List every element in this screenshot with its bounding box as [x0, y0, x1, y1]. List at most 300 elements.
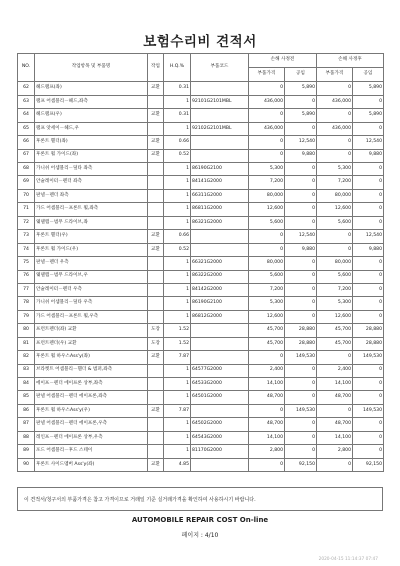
row-labor-before: 0 — [285, 270, 317, 283]
row-labor-after: 0 — [353, 203, 384, 216]
table-row — [18, 257, 384, 270]
table-row — [18, 136, 384, 149]
row-no: 90 — [18, 458, 35, 471]
row-part-price-after: 5,600 — [317, 270, 353, 283]
row-item-name: 웨델랩－범무 드라이브,우 — [35, 270, 148, 283]
row-part-code — [191, 149, 249, 162]
disclaimer-text: 이 견적서/청구서의 부품가격은 참고 가격이므로 거래일 기준 실거래가격을 확인하여 사용하시기 바랍니다. — [24, 496, 256, 503]
row-part-price-before: 45,700 — [249, 324, 285, 337]
row-hqty: 0.52 — [164, 243, 191, 256]
row-no: 71 — [18, 203, 35, 216]
table-row — [18, 176, 384, 189]
row-no: 77 — [18, 283, 35, 296]
row-item-name: 안슐레이터－펜더 좌측 — [35, 176, 148, 189]
row-labor-after: 0 — [353, 418, 384, 431]
row-no: 64 — [18, 109, 35, 122]
row-no: 74 — [18, 243, 35, 256]
row-no: 79 — [18, 310, 35, 323]
row-work-type — [148, 122, 164, 135]
row-part-price-before: 2,400 — [249, 364, 285, 377]
row-item-name: 후론트 휀더(좌) — [35, 136, 148, 149]
row-labor-before: 149,530 — [285, 351, 317, 364]
row-part-price-after: 0 — [317, 404, 353, 417]
row-no: 63 — [18, 95, 35, 108]
row-hqty: 1 — [164, 283, 191, 296]
row-labor-after: 149,530 — [353, 351, 384, 364]
header-work: 작업 — [148, 54, 164, 82]
row-labor-before: 92,150 — [285, 458, 317, 471]
row-item-name: 후론트 휠 하우스Ass'y(우) — [35, 404, 148, 417]
row-item-name: 판넬－펜더 우측 — [35, 257, 148, 270]
row-part-price-after: 5,300 — [317, 297, 353, 310]
row-work-type — [148, 283, 164, 296]
disclaimer-note — [17, 487, 383, 511]
row-hqty: 1 — [164, 270, 191, 283]
row-hqty: 0.66 — [164, 230, 191, 243]
row-part-price-before: 0 — [249, 230, 285, 243]
row-part-code — [191, 243, 249, 256]
row-part-code: 86190G2100 — [191, 297, 249, 310]
row-no: 76 — [18, 270, 35, 283]
row-hqty: 1 — [164, 203, 191, 216]
row-hqty: 7.87 — [164, 404, 191, 417]
row-part-price-after: 2,800 — [317, 445, 353, 458]
row-work-type: 교환 — [148, 351, 164, 364]
row-work-type: 교환 — [148, 404, 164, 417]
row-hqty: 1 — [164, 445, 191, 458]
row-labor-before: 0 — [285, 378, 317, 391]
row-hqty: 4.85 — [164, 458, 191, 471]
row-no: 70 — [18, 189, 35, 202]
table-row — [18, 391, 384, 404]
row-part-price-before: 0 — [249, 109, 285, 122]
row-item-name: 가드 어셈블리－프론트 휠,우측 — [35, 310, 148, 323]
row-labor-before: 0 — [285, 216, 317, 229]
header-labor-after: 공임 — [353, 68, 384, 82]
row-hqty: 1 — [164, 378, 191, 391]
row-hqty: 7.87 — [164, 351, 191, 364]
row-labor-after: 0 — [353, 257, 384, 270]
row-work-type — [148, 257, 164, 270]
row-item-name: 가니쉬 어셈블리－덮타 우측 — [35, 297, 148, 310]
header-part-code: 부품코드 — [191, 54, 249, 82]
row-hqty: 1 — [164, 391, 191, 404]
row-hqty: 1 — [164, 364, 191, 377]
table-row — [18, 122, 384, 135]
row-item-name: 에이프－펜더 에이프론 상부,좌측 — [35, 378, 148, 391]
row-labor-before: 12,540 — [285, 136, 317, 149]
row-work-type — [148, 310, 164, 323]
row-part-code: 64502G2000 — [191, 418, 249, 431]
footer-title: AUTOMOBILE REPAIR COST On-line — [131, 516, 269, 524]
row-hqty: 1 — [164, 431, 191, 444]
table-row — [18, 230, 384, 243]
table-row — [18, 203, 384, 216]
row-labor-after: 0 — [353, 216, 384, 229]
row-part-price-before: 80,000 — [249, 189, 285, 202]
row-labor-before: 0 — [285, 418, 317, 431]
row-part-price-before: 5,600 — [249, 270, 285, 283]
row-labor-after: 5,890 — [353, 109, 384, 122]
row-item-name: 후론트 휀더(우) — [35, 230, 148, 243]
row-work-type: 교환 — [148, 149, 164, 162]
row-work-type — [148, 445, 164, 458]
row-part-price-after: 80,000 — [317, 189, 353, 202]
table-row — [18, 458, 384, 471]
row-part-code — [191, 351, 249, 364]
row-no: 78 — [18, 297, 35, 310]
row-work-type — [148, 95, 164, 108]
header-after-adjustment: 손해 사정후 — [317, 54, 384, 68]
row-work-type: 교환 — [148, 136, 164, 149]
row-part-price-after: 80,000 — [317, 257, 353, 270]
row-part-price-before: 0 — [249, 351, 285, 364]
row-part-price-before: 2,800 — [249, 445, 285, 458]
row-item-name: 램프 앗세이－헤드,우 — [35, 122, 148, 135]
row-part-price-after: 14,100 — [317, 378, 353, 391]
row-item-name: 가드 어셈블리－프론트 휠,좌측 — [35, 203, 148, 216]
row-part-code: 86322G2000 — [191, 270, 249, 283]
row-labor-before: 0 — [285, 122, 317, 135]
row-labor-after: 12,540 — [353, 136, 384, 149]
row-part-price-after: 0 — [317, 136, 353, 149]
table-row — [18, 337, 384, 350]
row-part-code: 92101G2101MBL — [191, 95, 249, 108]
row-hqty: 1 — [164, 257, 191, 270]
row-part-price-after: 48,700 — [317, 418, 353, 431]
row-no: 62 — [18, 82, 35, 95]
table-row — [18, 324, 384, 337]
row-labor-after: 5,890 — [353, 82, 384, 95]
row-part-code: 81170G2000 — [191, 445, 249, 458]
row-part-price-after: 5,300 — [317, 163, 353, 176]
row-part-price-before: 5,600 — [249, 216, 285, 229]
table-row — [18, 364, 384, 377]
row-part-code: 84141G2000 — [191, 176, 249, 189]
row-part-price-before: 14,100 — [249, 431, 285, 444]
row-item-name: 판넬 어셈블리－펜더 에이프론,우측 — [35, 418, 148, 431]
row-hqty: 1 — [164, 122, 191, 135]
row-labor-before: 9,880 — [285, 243, 317, 256]
row-part-price-after: 7,200 — [317, 283, 353, 296]
table-row — [18, 95, 384, 108]
row-item-name: 프런트펜더(우) 교환 — [35, 337, 148, 350]
row-part-code — [191, 136, 249, 149]
row-item-name: 레인프－펜더 에이프론 상부,우측 — [35, 431, 148, 444]
row-labor-after: 0 — [353, 364, 384, 377]
row-part-price-before: 48,700 — [249, 391, 285, 404]
header-hqty: H.Q.% — [164, 54, 191, 82]
row-work-type — [148, 203, 164, 216]
row-labor-before: 0 — [285, 310, 317, 323]
table-row — [18, 189, 384, 202]
row-no: 72 — [18, 216, 35, 229]
row-part-price-before: 436,000 — [249, 95, 285, 108]
row-work-type: 교환 — [148, 109, 164, 122]
row-part-price-before: 7,200 — [249, 283, 285, 296]
row-labor-after: 0 — [353, 189, 384, 202]
table-row — [18, 445, 384, 458]
row-labor-after: 0 — [353, 378, 384, 391]
row-item-name: 후론트 휠 가이드(좌) — [35, 149, 148, 162]
row-hqty: 0.31 — [164, 82, 191, 95]
row-item-name: 판넬－펜더 좌측 — [35, 189, 148, 202]
row-work-type — [148, 378, 164, 391]
row-work-type: 교환 — [148, 458, 164, 471]
row-part-code: 84142G2000 — [191, 283, 249, 296]
row-no: 89 — [18, 445, 35, 458]
row-work-type: 도장 — [148, 324, 164, 337]
row-hqty: 1 — [164, 216, 191, 229]
row-labor-after: 0 — [353, 283, 384, 296]
row-item-name: 후론트 휠 하우스Ass'y(좌) — [35, 351, 148, 364]
row-work-type — [148, 270, 164, 283]
row-no: 86 — [18, 404, 35, 417]
table-row — [18, 418, 384, 431]
table-row — [18, 270, 384, 283]
row-labor-after: 0 — [353, 176, 384, 189]
row-part-price-after: 0 — [317, 351, 353, 364]
table-row — [18, 310, 384, 323]
document-title: 보험수리비 견적서 — [143, 34, 257, 50]
table-row — [18, 297, 384, 310]
row-labor-after: 0 — [353, 391, 384, 404]
row-labor-after: 0 — [353, 431, 384, 444]
row-part-price-after: 14,100 — [317, 431, 353, 444]
table-row — [18, 283, 384, 296]
row-labor-before: 149,530 — [285, 404, 317, 417]
row-labor-before: 0 — [285, 95, 317, 108]
row-hqty: 1 — [164, 189, 191, 202]
row-labor-after: 0 — [353, 310, 384, 323]
row-labor-before: 0 — [285, 297, 317, 310]
row-labor-before: 12,540 — [285, 230, 317, 243]
row-part-code — [191, 404, 249, 417]
row-part-code — [191, 109, 249, 122]
row-labor-after: 0 — [353, 95, 384, 108]
row-labor-after: 0 — [353, 122, 384, 135]
row-part-price-after: 12,600 — [317, 310, 353, 323]
table-row — [18, 82, 384, 95]
row-item-name: 안슐레이터－펜더 우측 — [35, 283, 148, 296]
table-row — [18, 163, 384, 176]
row-work-type — [148, 176, 164, 189]
row-hqty: 1 — [164, 163, 191, 176]
table-row — [18, 404, 384, 417]
row-part-code: 64533G2000 — [191, 378, 249, 391]
row-item-name: 헤드램프(좌) — [35, 82, 148, 95]
row-no: 87 — [18, 418, 35, 431]
row-no: 81 — [18, 337, 35, 350]
row-part-price-after: 2,400 — [317, 364, 353, 377]
row-part-price-after: 436,000 — [317, 95, 353, 108]
header-labor-before: 공임 — [285, 68, 317, 82]
row-hqty: 1 — [164, 418, 191, 431]
row-part-code: 66321G2000 — [191, 257, 249, 270]
table-row — [18, 431, 384, 444]
row-part-price-after: 7,200 — [317, 176, 353, 189]
row-part-code — [191, 324, 249, 337]
row-labor-after: 0 — [353, 297, 384, 310]
row-labor-before: 5,890 — [285, 109, 317, 122]
row-no: 65 — [18, 122, 35, 135]
row-labor-before: 0 — [285, 445, 317, 458]
row-hqty: 1 — [164, 310, 191, 323]
row-part-price-after: 436,000 — [317, 122, 353, 135]
row-part-price-after: 12,600 — [317, 203, 353, 216]
row-part-price-before: 436,000 — [249, 122, 285, 135]
row-no: 82 — [18, 351, 35, 364]
row-part-code — [191, 82, 249, 95]
header-item: 작업항목 및 부품명 — [35, 54, 148, 82]
row-part-price-before: 5,300 — [249, 163, 285, 176]
row-labor-after: 0 — [353, 445, 384, 458]
row-hqty: 1 — [164, 95, 191, 108]
row-part-price-after: 0 — [317, 109, 353, 122]
row-work-type: 교환 — [148, 82, 164, 95]
row-part-price-before: 7,200 — [249, 176, 285, 189]
row-part-price-before: 80,000 — [249, 257, 285, 270]
row-part-price-before: 5,300 — [249, 297, 285, 310]
row-labor-before: 9,880 — [285, 149, 317, 162]
row-labor-after: 149,530 — [353, 404, 384, 417]
row-part-price-after: 0 — [317, 458, 353, 471]
row-work-type: 교환 — [148, 230, 164, 243]
row-hqty: 1.52 — [164, 324, 191, 337]
row-no: 67 — [18, 149, 35, 162]
header-before-adjustment: 손해 사정전 — [249, 54, 317, 68]
row-part-price-after: 0 — [317, 243, 353, 256]
row-no: 83 — [18, 364, 35, 377]
print-timestamp: 2020-04-15 11:14:37 07:47 — [318, 557, 378, 562]
header-part-price-before: 부품가격 — [249, 68, 285, 82]
row-item-name: 판넬 어셈블리－펜더 에이프론,좌측 — [35, 391, 148, 404]
row-labor-before: 0 — [285, 189, 317, 202]
row-no: 80 — [18, 324, 35, 337]
row-part-code: 92102G2101MBL — [191, 122, 249, 135]
row-part-code: 86811G2000 — [191, 203, 249, 216]
row-part-price-before: 14,100 — [249, 378, 285, 391]
table-row — [18, 378, 384, 391]
row-no: 85 — [18, 391, 35, 404]
row-item-name: 웨델랩－범무 드라이브,좌 — [35, 216, 148, 229]
row-hqty: 0.31 — [164, 109, 191, 122]
row-part-code: 64501G2000 — [191, 391, 249, 404]
row-work-type: 도장 — [148, 337, 164, 350]
row-hqty: 1.52 — [164, 337, 191, 350]
row-item-name: 프런트펜더(좌) 교환 — [35, 324, 148, 337]
row-work-type — [148, 418, 164, 431]
row-part-price-before: 0 — [249, 82, 285, 95]
row-labor-after: 9,880 — [353, 243, 384, 256]
row-hqty: 0.66 — [164, 136, 191, 149]
row-part-price-after: 0 — [317, 230, 353, 243]
row-part-code: 86321G2000 — [191, 216, 249, 229]
row-hqty: 1 — [164, 297, 191, 310]
row-labor-before: 28,880 — [285, 337, 317, 350]
row-labor-before: 0 — [285, 163, 317, 176]
row-part-code — [191, 458, 249, 471]
row-part-price-after: 5,600 — [317, 216, 353, 229]
row-work-type — [148, 163, 164, 176]
row-no: 84 — [18, 378, 35, 391]
row-item-name: 후론트 사이드멤버 Ass'y(좌) — [35, 458, 148, 471]
row-no: 69 — [18, 176, 35, 189]
row-item-name: 램프 어셈블리－헤드,좌측 — [35, 95, 148, 108]
row-labor-after: 12,540 — [353, 230, 384, 243]
row-labor-after: 28,880 — [353, 324, 384, 337]
row-labor-before: 28,880 — [285, 324, 317, 337]
row-labor-after: 0 — [353, 163, 384, 176]
table-row — [18, 109, 384, 122]
row-item-name: 헤드램프(우) — [35, 109, 148, 122]
row-no: 75 — [18, 257, 35, 270]
row-part-price-after: 48,700 — [317, 391, 353, 404]
row-part-code — [191, 230, 249, 243]
row-hqty: 0.52 — [164, 149, 191, 162]
row-part-price-before: 0 — [249, 243, 285, 256]
row-labor-before: 0 — [285, 257, 317, 270]
row-item-name: 포드 어셈블리－후드 스테이 — [35, 445, 148, 458]
row-part-code: 86812G2000 — [191, 310, 249, 323]
row-part-code: 86190G2100 — [191, 163, 249, 176]
row-hqty: 1 — [164, 176, 191, 189]
row-labor-after: 92,150 — [353, 458, 384, 471]
row-part-price-before: 0 — [249, 149, 285, 162]
row-part-code — [191, 337, 249, 350]
row-work-type — [148, 391, 164, 404]
row-item-name: 가니쉬 어셈블리－덮타 좌측 — [35, 163, 148, 176]
row-part-price-before: 45,700 — [249, 337, 285, 350]
row-part-price-before: 48,700 — [249, 418, 285, 431]
row-work-type — [148, 189, 164, 202]
row-part-price-after: 45,700 — [317, 324, 353, 337]
row-labor-before: 5,890 — [285, 82, 317, 95]
row-part-price-after: 45,700 — [317, 337, 353, 350]
row-no: 73 — [18, 230, 35, 243]
row-no: 68 — [18, 163, 35, 176]
table-row — [18, 216, 384, 229]
row-labor-before: 0 — [285, 203, 317, 216]
row-labor-before: 0 — [285, 176, 317, 189]
table-row — [18, 243, 384, 256]
row-work-type: 교환 — [148, 243, 164, 256]
row-part-code: 66311G2000 — [191, 189, 249, 202]
row-labor-before: 0 — [285, 391, 317, 404]
row-part-price-before: 0 — [249, 458, 285, 471]
header-no: NO. — [18, 54, 35, 82]
row-item-name: 브라켓트 어셈블리－휀더 & 범퍼,좌측 — [35, 364, 148, 377]
row-item-name: 후론트 휠 가이드(우) — [35, 243, 148, 256]
page-indicator: 페이지 : 4/10 — [181, 532, 219, 539]
row-no: 66 — [18, 136, 35, 149]
row-work-type — [148, 364, 164, 377]
row-labor-after: 0 — [353, 270, 384, 283]
row-part-price-before: 0 — [249, 136, 285, 149]
table-row — [18, 149, 384, 162]
row-part-price-after: 0 — [317, 149, 353, 162]
row-work-type — [148, 297, 164, 310]
row-labor-before: 0 — [285, 364, 317, 377]
row-labor-before: 0 — [285, 283, 317, 296]
row-part-code: 64577G2000 — [191, 364, 249, 377]
row-no: 88 — [18, 431, 35, 444]
row-labor-after: 28,880 — [353, 337, 384, 350]
row-part-price-before: 12,600 — [249, 203, 285, 216]
row-part-code: 64543G2000 — [191, 431, 249, 444]
row-work-type — [148, 216, 164, 229]
row-labor-after: 9,880 — [353, 149, 384, 162]
